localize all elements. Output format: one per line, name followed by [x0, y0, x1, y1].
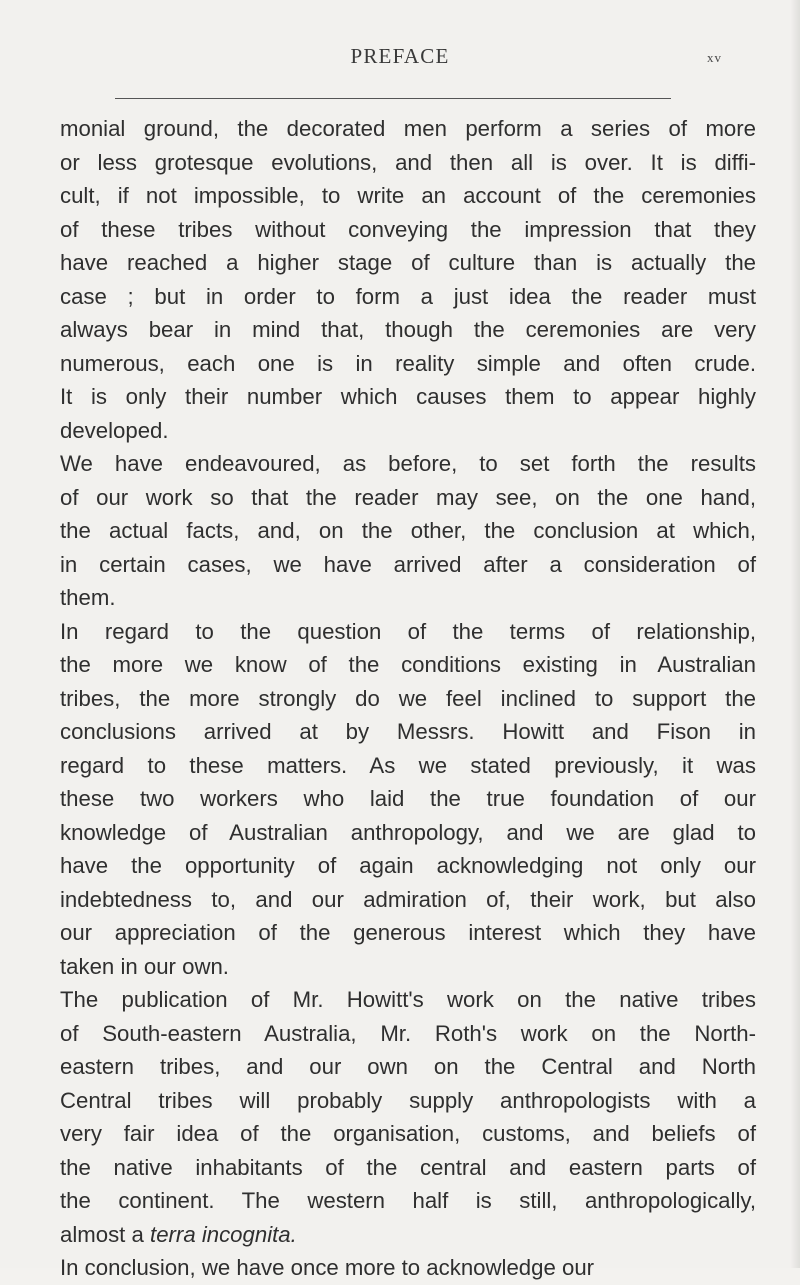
text-line: our appreciation of the generous interest which they have [60, 920, 756, 945]
text-line [60, 1218, 756, 1252]
text-line: eastern tribes, and our own on the Central and North [60, 1054, 756, 1079]
text-line: taken in our own. [60, 953, 229, 979]
text-line: cult, if not impossible, to write an account of the ceremonies [60, 183, 756, 208]
text-line: In regard to the question of the terms of relationship, [60, 618, 756, 644]
text-line: always bear in mind that, though the ceremonies are very [60, 317, 756, 342]
running-title: PREFACE [350, 44, 450, 68]
header-rule [115, 98, 671, 99]
text-line: case ; but in order to form a just idea the reader must [60, 283, 756, 309]
text-line: numerous, each one is in reality simple and often crude. [60, 350, 756, 376]
text-line: developed. [60, 417, 169, 443]
text-line: of these tribes without conveying the impression that they [60, 216, 756, 242]
page-number: xv [707, 50, 722, 65]
text-line: In conclusion, we have once more to acknowledge our [60, 1255, 595, 1280]
text-line: It is only their number which causes them to appear highly [60, 384, 756, 409]
text-line: We have endeavoured, as before, to set forth the results [60, 451, 756, 476]
page-edge-shadow [790, 0, 800, 1268]
text-line: have the opportunity of again acknowledging not only our [60, 853, 756, 878]
italic-phrase: terra incognita. [150, 1221, 297, 1247]
text-line: in certain cases, we have arrived after a consideration of [60, 551, 756, 577]
text-line-start: almost a [60, 1221, 151, 1247]
text-line: the continent. The western half is still, anthropologically, [60, 1188, 756, 1213]
text-line: monial ground, the decorated men perform a series of more [60, 116, 756, 141]
text-line: of our work so that the reader may see, on the one hand, [60, 484, 756, 510]
text-line: the more we know of the conditions existing in Australian [60, 652, 756, 677]
text-line: conclusions arrived at by Messrs. Howitt and Fison in [60, 719, 756, 744]
text-line: indebtedness to, and our admiration of, their work, but also [60, 886, 756, 912]
running-head [0, 44, 800, 84]
text-line: these two workers who laid the true foundation of our [60, 786, 756, 811]
text-line: The publication of Mr. Howitt's work on the native tribes [60, 987, 756, 1012]
text-line: knowledge of Australian anthropology, and we are glad to [60, 819, 756, 845]
text-line: or less grotesque evolutions, and then all is over. It is diffi- [60, 149, 756, 175]
text-line: have reached a higher stage of culture than is actually the [60, 250, 756, 275]
text-line: Central tribes will probably supply anthropologists with a [60, 1087, 756, 1113]
text-line: tribes, the more strongly do we feel inclined to support the [60, 685, 756, 711]
text-line: very fair idea of the organisation, customs, and beliefs of [60, 1121, 756, 1146]
text-line: regard to these matters. As we stated previously, it was [60, 752, 756, 778]
text-line: the actual facts, and, on the other, the conclusion at which, [60, 518, 756, 543]
body-text [60, 112, 756, 1285]
text-line: them. [60, 585, 116, 610]
text-line: of South-eastern Australia, Mr. Roth's work on the North- [60, 1020, 756, 1046]
text-line: the native inhabitants of the central and eastern parts of [60, 1154, 756, 1180]
